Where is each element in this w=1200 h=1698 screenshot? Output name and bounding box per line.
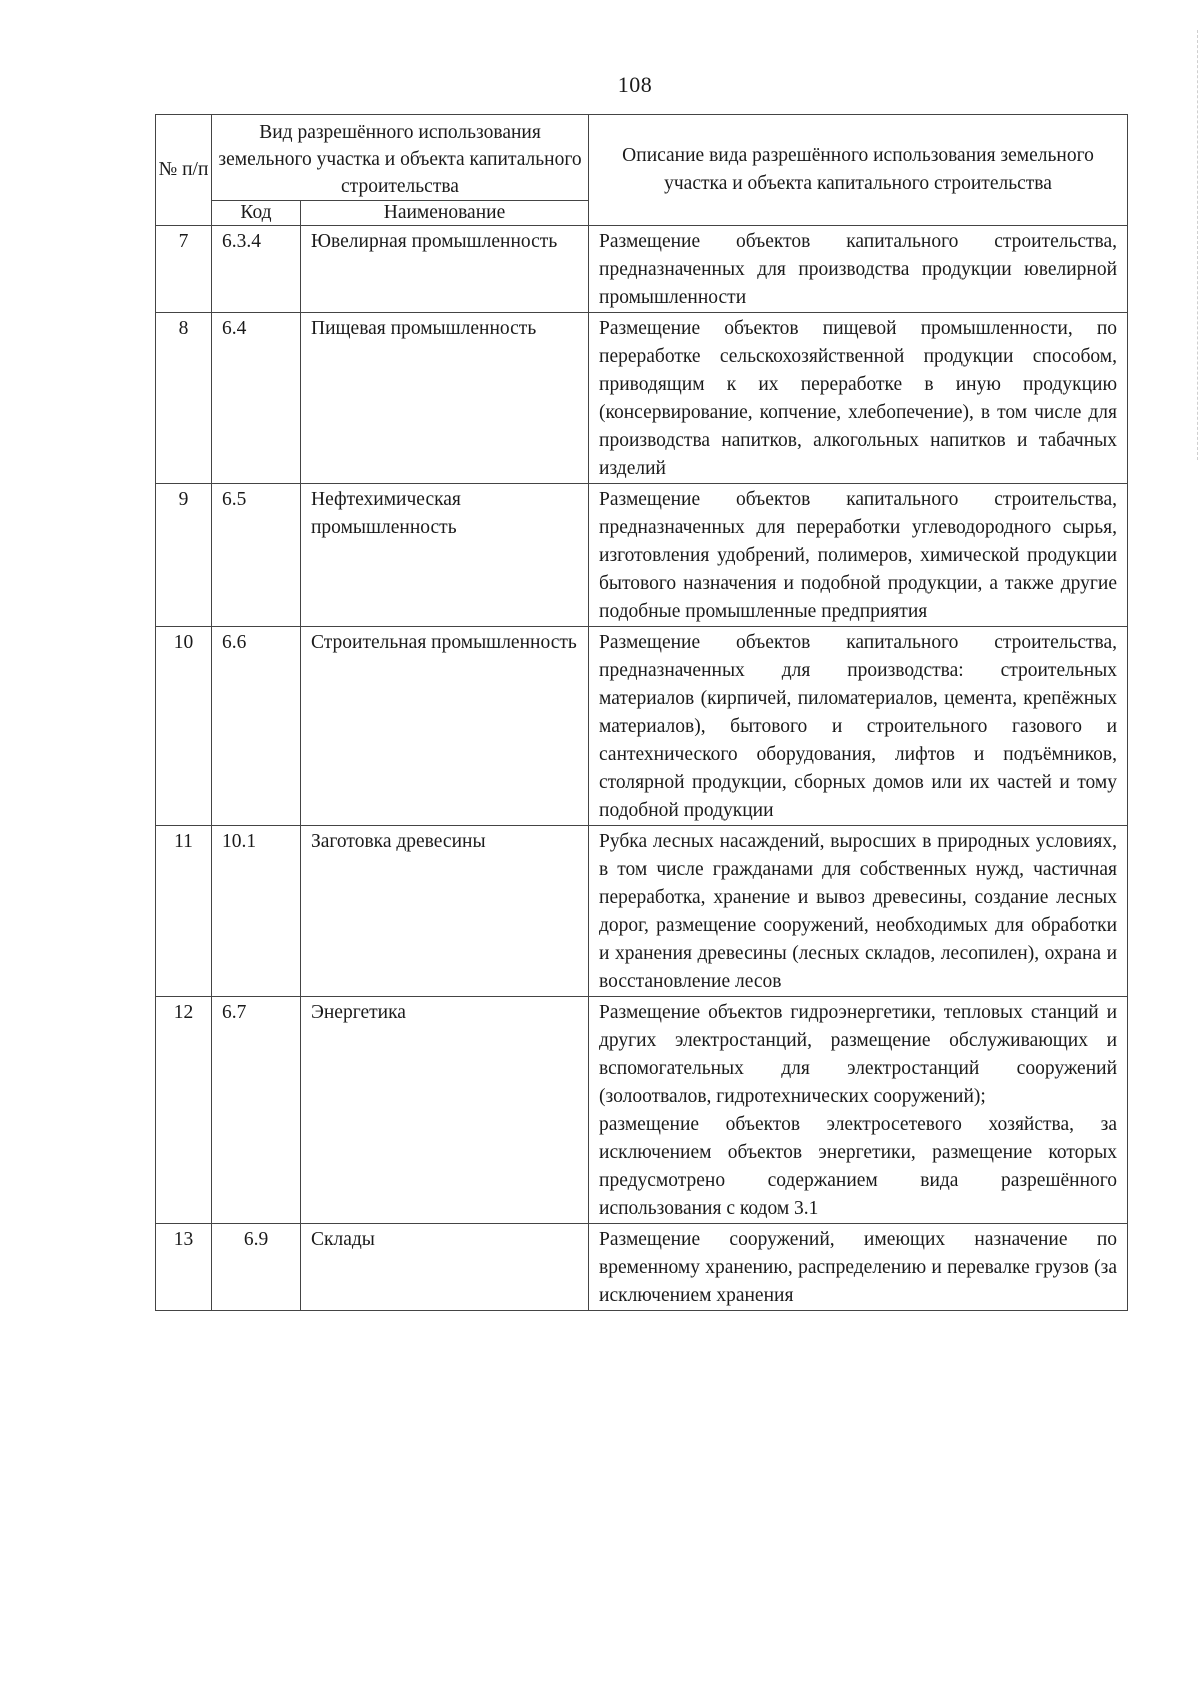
row-code: 6.4 [212, 313, 301, 484]
row-num: 10 [156, 627, 212, 826]
row-num: 7 [156, 226, 212, 313]
table-body [156, 226, 1128, 1311]
row-name: Строительная промышленность [301, 627, 589, 826]
row-code: 6.7 [212, 997, 301, 1224]
page-number: 108 [617, 72, 653, 97]
land-use-table [155, 114, 1128, 1311]
row-name: Ювелирная промышленность [301, 226, 589, 313]
row-description [589, 997, 1128, 1224]
description-paragraph: Размещение объектов гидроэнергетики, тепловых станций и других электростанций, размещение обслуживающих и вспомогательных для электростанций сооружений (золоотвалов, гидротехнических сооружений); [599, 1002, 1118, 1107]
header-name: Наименование [301, 201, 589, 226]
row-description [589, 484, 1128, 627]
table-row [156, 226, 1128, 313]
header-land-use-type: Вид разрешённого использования земельного участка и объекта капитального строительства [212, 115, 589, 201]
row-description [589, 313, 1128, 484]
row-num: 11 [156, 826, 212, 997]
table-row [156, 997, 1128, 1224]
table-row [156, 1224, 1128, 1311]
row-num: 12 [156, 997, 212, 1224]
row-description [589, 1224, 1128, 1311]
description-paragraph: Размещение объектов капитального строительства, предназначенных для переработки углеводородного сырья, изготовления удобрений, полимеров, химической продукции бытового назначения и подобной продукции, а также другие подобные промышленные предприятия [599, 489, 1118, 622]
row-num: 13 [156, 1224, 212, 1311]
row-code: 6.9 [212, 1224, 301, 1311]
header-num: № п/п [156, 115, 212, 226]
row-description [589, 226, 1128, 313]
table-row [156, 484, 1128, 627]
table-header [156, 115, 1128, 226]
description-paragraph: Рубка лесных насаждений, выросших в природных условиях, в том числе гражданами для собственных нужд, частичная переработка, хранение и вывоз древесины, создание лесных дорог, размещение сооружений, необходимых для обработки и хранения древесины (лесных складов, лесопилен), охрана и восстановление лесов [599, 831, 1118, 992]
table-row [156, 826, 1128, 997]
row-description [589, 627, 1128, 826]
row-name: Пищевая промышленность [301, 313, 589, 484]
row-name: Энергетика [301, 997, 589, 1224]
row-name: Склады [301, 1224, 589, 1311]
row-name: Нефтехимическая промышленность [301, 484, 589, 627]
table-row [156, 313, 1128, 484]
row-code: 6.5 [212, 484, 301, 627]
row-code: 6.6 [212, 627, 301, 826]
row-num: 8 [156, 313, 212, 484]
row-name: Заготовка древесины [301, 826, 589, 997]
row-num: 9 [156, 484, 212, 627]
table-row [156, 627, 1128, 826]
description-paragraph: Размещение объектов пищевой промышленности, по переработке сельскохозяйственной продукции способом, приводящим к их переработке в иную продукцию (консервирование, копчение, хлебопечение), в том числе для производства напитков, алкогольных напитков и табачных изделий [599, 318, 1118, 479]
row-code: 6.3.4 [212, 226, 301, 313]
header-code: Код [212, 201, 301, 226]
row-code: 10.1 [212, 826, 301, 997]
description-paragraph: Размещение объектов капитального строительства, предназначенных для производства: строительных материалов (кирпичей, пиломатериалов, цемента, крепёжных материалов), бытового и строительного газового и сантехнического оборудования, лифтов и подъёмников, столярной продукции, сборных домов или их частей и тому подобной продукции [599, 632, 1118, 821]
row-description [589, 826, 1128, 997]
header-description: Описание вида разрешённого использования земельного участка и объекта капитального строительства [589, 115, 1128, 226]
description-paragraph: размещение объектов электросетевого хозяйства, за исключением объектов энергетики, размещение которых предусмотрено содержанием вида разрешённого использования с кодом 3.1 [599, 1114, 1118, 1219]
description-paragraph: Размещение сооружений, имеющих назначение по временному хранению, распределению и перевалке грузов (за исключением хранения [599, 1229, 1118, 1306]
description-paragraph: Размещение объектов капитального строительства, предназначенных для производства продукции ювелирной промышленности [599, 231, 1118, 308]
